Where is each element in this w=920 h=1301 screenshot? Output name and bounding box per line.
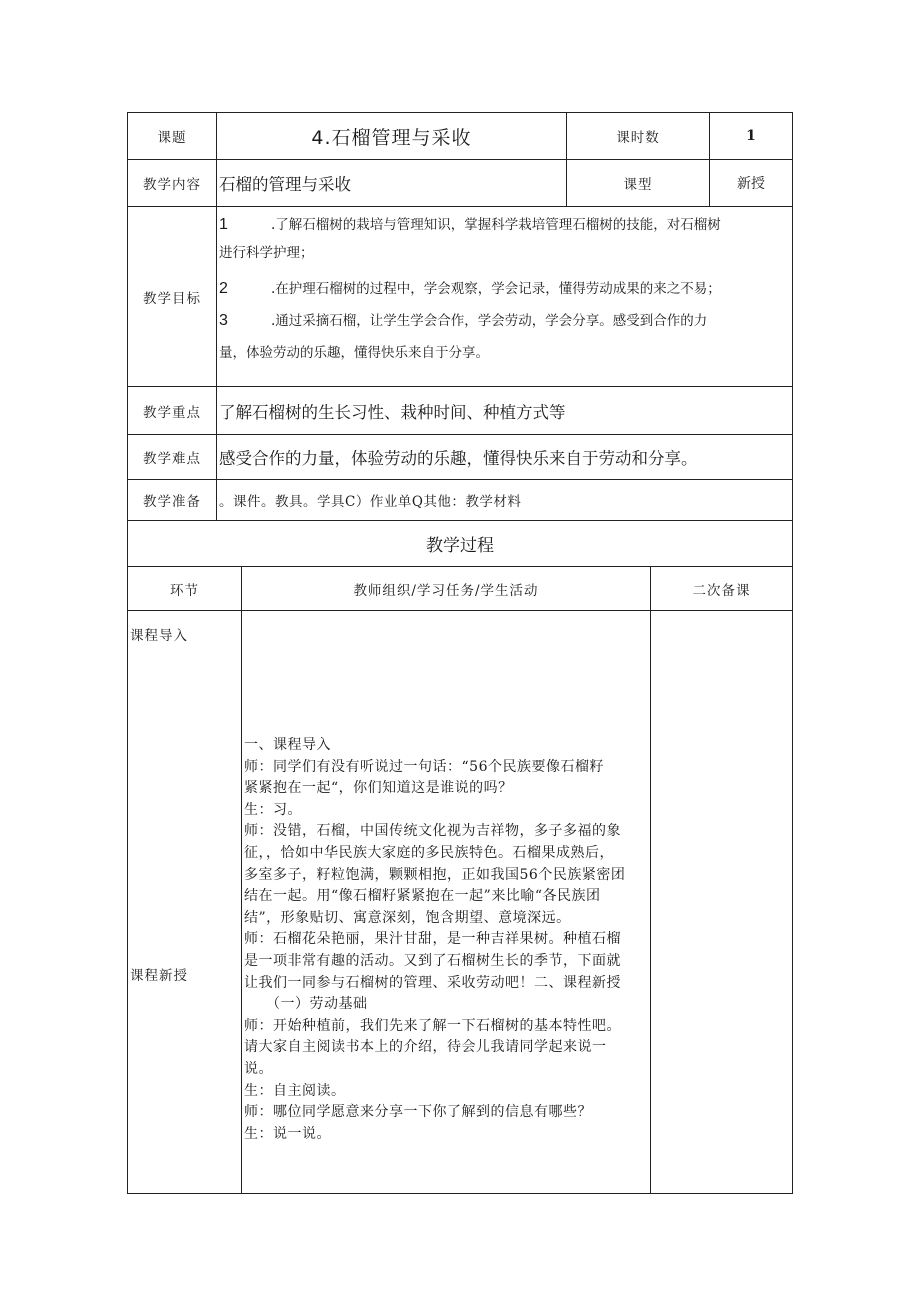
activity-line: 一、课程导入 [244,737,331,753]
objective-3-continuation: 量，体验劳动的乐趣，懂得快乐来自于分享。 [219,345,489,361]
notes-cell [651,611,793,1194]
activity-column-header: 教师组织/学习任务/学生活动 [242,567,651,611]
segment-new-lesson: 课程新授 [130,968,188,984]
activity-line: 师：开始种植前，我们先来了解一下石榴树的基本特性吧。 [244,1017,621,1034]
activity-line: 是一项非常有趣的活动。又到了石榴树生长的季节，下面就 [244,952,621,969]
objectives-list [217,207,793,387]
activity-line: 师：石榴花朵艳丽，果汁甘甜，是一种吉祥果树。种植石榴 [244,931,621,948]
lesson-title: 4.石榴管理与采收 [217,113,567,160]
activity-line: 师：没错，石榴，中国传统文化视为吉祥物，多子多福的象 [244,823,621,840]
activity-line: 紧紧抱在一起“，你们知道这是谁说的吗？ [244,780,513,797]
content-value: 石榴的管理与采收 [217,160,567,207]
difficulty-value: 感受合作的力量，体验劳动的乐趣，懂得快乐来自于劳动和分享。 [217,435,793,480]
activity-line: 生：说一说。 [244,1125,331,1142]
activity-line: 生：自主阅读。 [244,1082,346,1099]
objective-1: 1 .了解石榴树的栽培与管理知识，掌握科学栽培管理石榴树的技能，对石榴树 [219,216,721,233]
type-value: 新授 [710,160,793,207]
activity-line: 多室多子，籽粒饱满，颗颗相抱，正如我国56个民族紧密团 [244,866,626,883]
activity-line: 请大家自主阅读书本上的介绍，待会儿我请同学起来说一 [244,1039,607,1056]
segment-cell [128,611,242,1194]
objective-1-continuation: 进行科学护理； [219,245,314,261]
preparation-label: 教学准备 [128,480,217,521]
activity-line: 师：同学们有没有听说过一句话：“56个民族要像石榴籽 [244,758,604,775]
preparation-value: 。课件。教具。学具C）作业单Q其他：教学材料 [217,480,793,521]
hours-value: 1 [710,113,793,160]
activity-line: 征，，恰如中华民族大家庭的多民族特色。石榴果成熟后， [244,844,614,861]
process-title: 教学过程 [128,521,793,567]
objectives-label: 教学目标 [128,207,217,387]
activity-line: 结”，形象贴切、寓意深刻，饱含期望、意境深远。 [244,909,571,926]
key-points-label: 教学重点 [128,387,217,435]
hours-label: 课时数 [567,113,710,160]
activity-cell [242,611,651,1194]
lesson-info-table [127,112,793,521]
activity-line: 师：哪位同学愿意来分享一下你了解到的信息有哪些？ [244,1104,592,1121]
activity-subheading: （一）劳动基础 [266,996,368,1013]
objective-3: 3 .通过采摘石榴，让学生学会合作，学会劳动，学会分享。感受到合作的力 [219,312,708,329]
segment-column-header: 环节 [128,567,242,611]
content-label: 教学内容 [128,160,217,207]
objective-2: 2 .在护理石榴树的过程中，学会观察，学会记录，懂得劳动成果的来之不易； [219,280,721,297]
activity-line: 生：习。 [244,801,302,818]
activity-line: 说。 [244,1060,273,1077]
teaching-process-table [127,520,793,1194]
difficulty-label: 教学难点 [128,435,217,480]
activity-line: 让我们一同参与石榴树的管理、采收劳动吧！二、课程新授 [244,974,621,991]
activity-line: 结在一起。用“像石榴籽紧紧抱在一起”来比喻“各民族团 [244,888,601,905]
type-label: 课型 [567,160,710,207]
notes-column-header: 二次备课 [651,567,793,611]
segment-intro: 课程导入 [130,628,188,644]
topic-label: 课题 [128,113,217,160]
key-points-value: 了解石榴树的生长习性、栽种时间、种植方式等 [217,387,793,435]
